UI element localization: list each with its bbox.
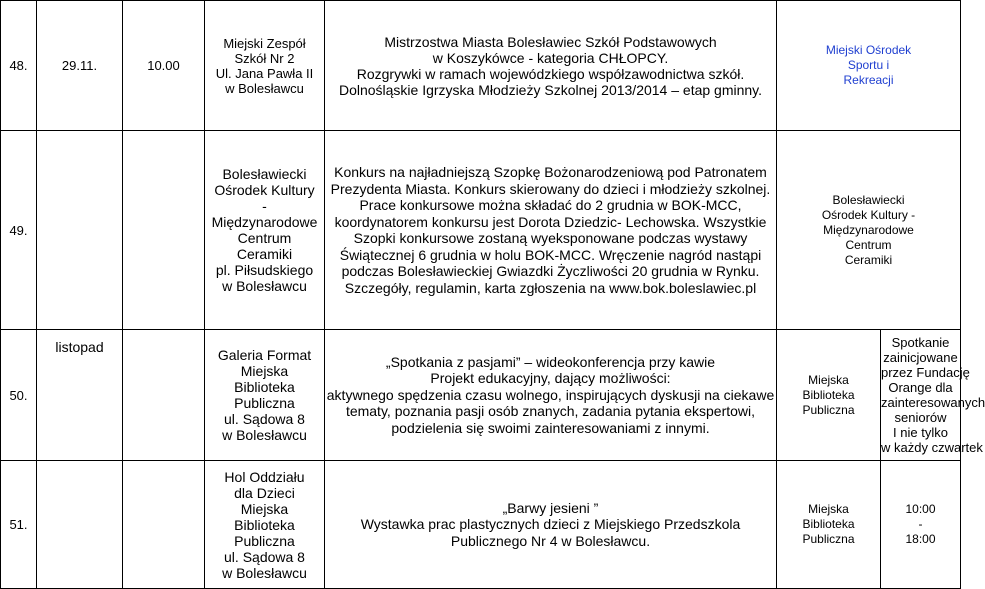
event-place: Miejski Zespół Szkół Nr 2 Ul. Jana Pawła II w Bolesławcu (205, 1, 325, 131)
event-organizer: Bolesławiecki Ośrodek Kultury - Międzynarodowe Centrum Ceramiki (777, 131, 961, 330)
event-place: Galeria Format Miejska Biblioteka Publiczna ul. Sądowa 8 w Bolesławcu (205, 330, 325, 461)
table-row (1, 131, 961, 330)
event-date: listopad (37, 330, 123, 461)
event-time: 10.00 (123, 1, 205, 131)
row-number: 48. (1, 1, 37, 131)
event-time: 10:00 - 18:00 (881, 461, 961, 589)
event-date: 29.11. (37, 1, 123, 131)
event-place: Hol Oddziału dla Dzieci Miejska Biblioteka Publiczna ul. Sądowa 8 w Bolesławcu (205, 461, 325, 589)
event-organizer: Miejski Ośrodek Sportu i Rekreacji (777, 1, 961, 131)
event-description: „Barwy jesieni ” Wystawka prac plastycznych dzieci z Miejskiego Przedszkola Publicznego Nr 4 w Bolesławcu. (325, 461, 777, 589)
table-row (1, 1, 961, 131)
event-description: Konkurs na najładniejszą Szopkę Bożonarodzeniową pod Patronatem Prezydenta Miasta. Konkurs skierowany do dzieci i młodzieży szkolnej. Prace konkursowe można składać do 2 grudnia w BOK-MCC, koordynatorem konkursu jest Dorota Dziedzic- Lechowska. Wszystkie Szopki konkursowe zostaną wyeksponowane podczas wystawy Świątecznej 6 grudnia w holu BOK-MCC. Wręczenie nagród nastąpi podczas Bolesławieckiej Gwiazdki Życzliwości 20 grudnia w Rynku. Szczegóły, regulamin, karta zgłoszenia na www.bok.boleslawiec.pl (325, 131, 777, 330)
event-description: Mistrzostwa Miasta Bolesławiec Szkół Podstawowych w Koszykówce - kategoria CHŁOPCY. Rozgrywki w ramach wojewódzkiego współzawodnictwa szkół. Dolnośląskie Igrzyska Młodzieży Szkolnej 2013/2014 – etap gminny. (325, 1, 777, 131)
event-organizer: Miejska Biblioteka Publiczna (777, 330, 881, 461)
event-place: Bolesławiecki Ośrodek Kultury - Międzynarodowe Centrum Ceramiki pl. Piłsudskiego w Bolesławcu (205, 131, 325, 330)
row-number: 50. (1, 330, 37, 461)
event-organizer: Miejska Biblioteka Publiczna (777, 461, 881, 589)
table-row (1, 330, 961, 461)
event-description: „Spotkania z pasjami” – wideokonferencja przy kawie Projekt edukacyjny, dający możliwości: aktywnego spędzenia czasu wolnego, inspirujących dyskusji na ciekawe tematy, poznania pasji osób znanych, zadania pytania ekspertowi, podzielenia się swoimi zainteresowaniami z innymi. (325, 330, 777, 461)
row-number: 51. (1, 461, 37, 589)
row-number: 49. (1, 131, 37, 330)
event-time: Spotkanie zainicjowane przez Fundację Orange dla zainteresowanych seniorów I nie tylko w każdy czwartek (881, 330, 961, 461)
table-row (1, 461, 961, 589)
